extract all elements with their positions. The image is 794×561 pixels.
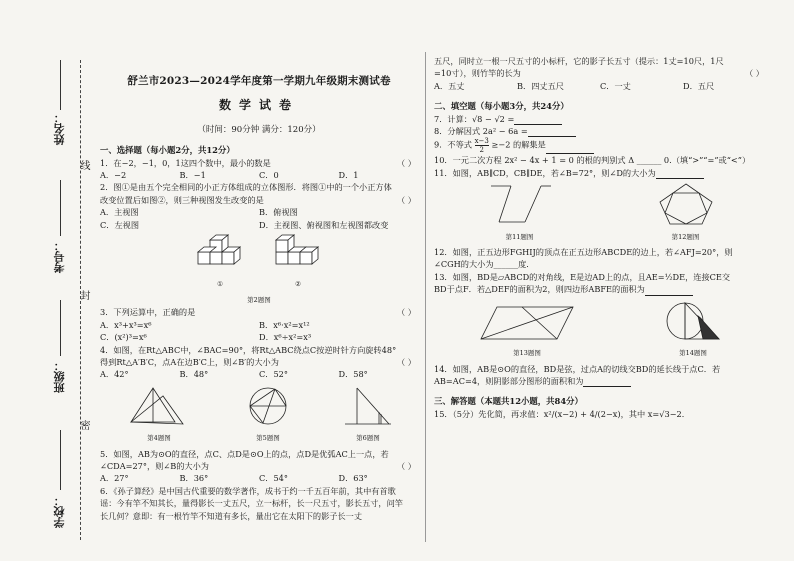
q4-q6-figures bbox=[100, 384, 418, 445]
question-11: 11．如图，AB∥CD，CB∥DE，若∠B=72°，则∠D的大小为 bbox=[434, 167, 766, 179]
circle-figure-5: 第5题图 bbox=[243, 384, 293, 445]
time-info: （时间：90分钟 满分：120分） bbox=[197, 124, 321, 135]
q2-caption: 第2题图 bbox=[247, 295, 271, 304]
cube-figure-1: ① bbox=[196, 234, 244, 291]
school-line bbox=[60, 430, 61, 490]
cube-figure-2: ② bbox=[274, 234, 322, 291]
question-8: 8．分解因式 2a² − 6a = bbox=[434, 125, 766, 137]
name-line bbox=[60, 60, 61, 110]
question-3: 3．下列运算中，正确的是 （ ） A．x³+x³=x⁶ B．x⁶·x²=x¹² C．(x²)³=x⁶ D．x⁶÷x²=x³ bbox=[100, 307, 416, 343]
exam-title: 舒兰市2023—2024学年度第一学期九年级期末测试卷 bbox=[127, 75, 391, 87]
seal-dashed-line bbox=[80, 60, 81, 540]
answer-paren: （ ） bbox=[397, 460, 416, 471]
pentagon-figure-12: 第12题图 bbox=[656, 182, 716, 243]
answer-paren: （ ） bbox=[397, 356, 416, 367]
question-10: 10．一元二次方程 2x² − 4x + 1 = 0 的根的判别式 Δ ______ 0.（填“>”“=”或“<”） bbox=[434, 155, 751, 166]
answer-paren: （ ） bbox=[397, 307, 416, 318]
school-label: 学校： bbox=[53, 495, 66, 528]
binding-strip bbox=[0, 0, 89, 561]
q2-figures bbox=[100, 234, 418, 291]
exam-no-label: 考号： bbox=[53, 240, 66, 273]
question-5: 5．如图，AB为⊙O的直径，点C、点D是⊙O上的点，点D是优弧AC上一点，若 ∠CDA=27°，则∠B的大小为 （ ） A．27° B．36° C．54° D．63° bbox=[100, 448, 416, 484]
parallelogram-figure-13: 第13题图 bbox=[477, 303, 577, 360]
question-14: 14．如图，AB是⊙O的直径，BD是弦，过点A的切线交BD的延长线于点C．若 AB=AC=4，则阴影部分图形的面积和为 bbox=[434, 363, 721, 386]
q1-options: A．−2 B．−1 C．0 D．1 bbox=[100, 170, 359, 181]
left-column bbox=[100, 55, 418, 522]
question-12: 12．如图，正五边形FGHIJ的顶点在正五边形ABCDE的边上，若∠AFJ=20°，则 ∠CGH的大小为______度． bbox=[434, 247, 733, 270]
column-divider bbox=[425, 52, 426, 542]
question-15: 15．（5分）先化简，再求值：x²/(x−2) + 4/(2−x)，其中 x=√3−2． bbox=[434, 408, 690, 419]
section-3-heading: 三、解答题（本题共12小题，共84分） bbox=[434, 396, 583, 407]
class-line bbox=[60, 300, 61, 356]
triangle-rotation-figure: 第4题图 bbox=[125, 384, 193, 445]
circle-tangent-figure-14: 第14题图 bbox=[663, 299, 723, 360]
question-13: 13．如图，BD是▱ABCD的对角线，E是边AD上的点，且AE=½DE，连接CE交 BD于点F．若△DEF的面积为2，则四边形ABFE的面积为 bbox=[434, 271, 731, 295]
answer-paren: （ ） bbox=[745, 68, 764, 79]
section-2-heading: 二、填空题（每小题3分，共24分） bbox=[434, 101, 569, 112]
exam-subject: 数学试卷 bbox=[218, 98, 299, 113]
seal-char-feng: 封 bbox=[78, 290, 89, 300]
question-9: 9．不等式 $\frac{x-3}{2}$ ≥−2 的解集是 bbox=[434, 137, 766, 154]
name-label: 姓名： bbox=[53, 112, 66, 145]
shadow-figure-6: 第6题图 bbox=[343, 384, 393, 445]
question-6-continued: 五尺，同时立一根一尺五寸的小标杆，它的影子长五寸（提示：1丈=10尺，1尺 =10寸），则竹竿的长为 （ ） A．五丈 B．四丈五尺 C．一丈 D．五尺 bbox=[434, 56, 764, 91]
parallel-lines-figure-11: 第11题图 bbox=[485, 182, 555, 243]
q11-q12-figures bbox=[434, 182, 766, 243]
exam-no-line bbox=[60, 180, 61, 236]
class-label: 班级： bbox=[53, 360, 66, 393]
q13-q14-figures bbox=[434, 299, 766, 360]
answer-paren: （ ） bbox=[397, 157, 416, 168]
question-6: 6．《孙子算经》是中国古代重要的数学著作，成书于约一千五百年前，其中有首歌 谣：今有竿不知其长，量得影长一丈五尺，立一标杆，长一尺五寸，影长五寸，问竿 长几何？意即：有一根竹竿不知道有多长，量出它在太阳下的影子长一丈 bbox=[100, 485, 403, 521]
question-7: 7．计算：√8 − √2 = bbox=[434, 113, 766, 125]
section-1-heading: 一、选择题（每小题2分，共12分） bbox=[100, 145, 235, 156]
right-column bbox=[434, 55, 766, 420]
question-1: 1．在−2，−1，0，1这四个数中，最小的数是 （ ） A．−2 B．−1 C．0 D．1 bbox=[100, 157, 416, 181]
answer-paren: （ ） bbox=[397, 194, 416, 205]
seal-char-xian: 线 bbox=[78, 160, 89, 170]
question-4: 4．如图，在Rt△ABC中，∠BAC=90°，将Rt△ABC绕点C按逆时针方向旋转48° 得到Rt△A′B′C，点A在边B′C上，则∠B′的大小为 （ ） A．42° B．48° C．52° D．58° bbox=[100, 344, 416, 380]
seal-char-mi: 密 bbox=[78, 420, 89, 430]
question-2: 2．图①是由五个完全相同的小正方体组成的立体图形．将图①中的一个小正方体 改变位置后如图②，则三种视图发生改变的是 （ ） A．主视图 B．俯视图 C．左视图 D．主视图、俯视图和左视图都改变 ① ② 第2题图 bbox=[100, 181, 418, 306]
